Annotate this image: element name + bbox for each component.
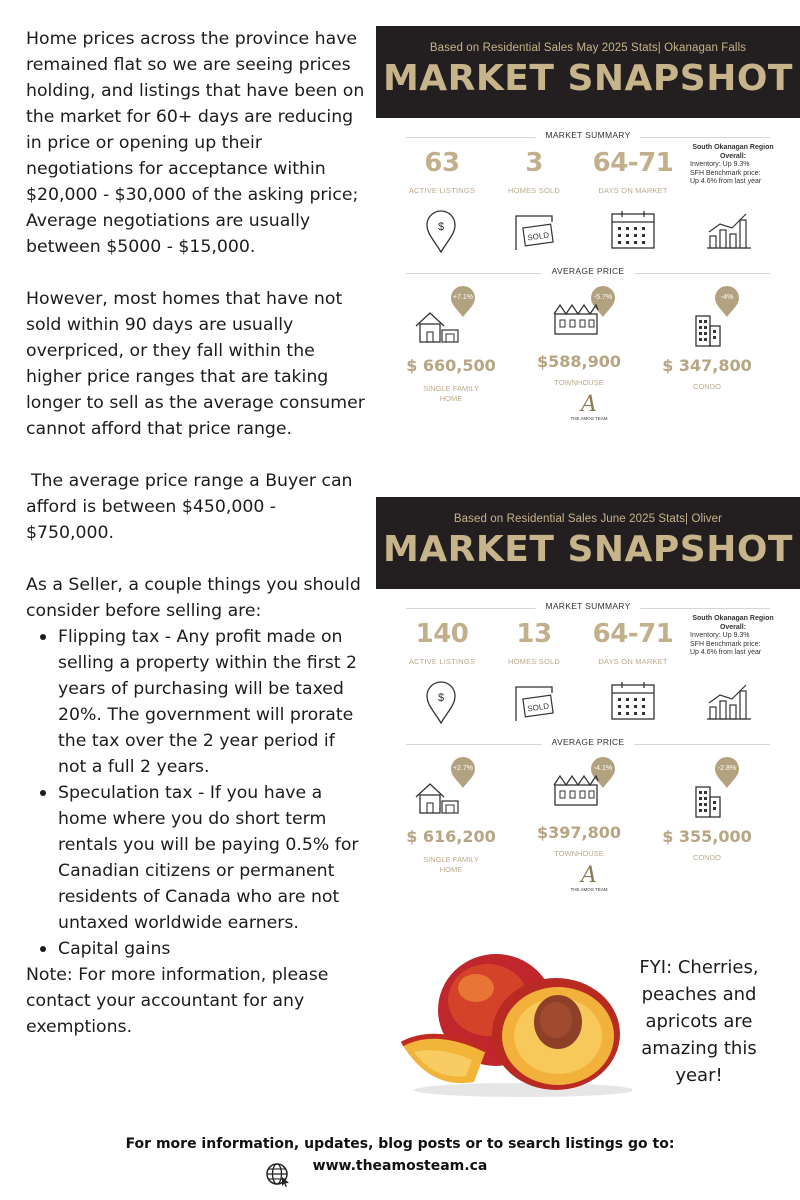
- condo-building-icon: [694, 314, 722, 348]
- snapshot-header: [376, 497, 800, 589]
- summary-icons: [376, 681, 800, 737]
- snapshot-subtitle: Based on Residential Sales June 2025 Stats| Oliver: [453, 513, 723, 525]
- homes-sold-label: HOMES SOLD: [507, 657, 560, 666]
- market-summary-label: MARKET SUMMARY: [535, 130, 640, 140]
- article-text: [26, 26, 366, 1040]
- stat-days-on-market: [588, 148, 678, 195]
- average-price-row: [376, 280, 800, 421]
- website-link[interactable]: www.theamosteam.ca: [312, 1158, 488, 1174]
- th-change: -5.7%: [593, 294, 613, 301]
- sfh-change: +2.7%: [452, 765, 474, 772]
- region-change: Up 4.6% from last year: [690, 649, 762, 656]
- fyi-note: FYI: Cherries, peaches and apricots are amazing this year!: [639, 957, 759, 1086]
- footer-info: For more information, updates, blog posts or to search listings go to:: [125, 1136, 675, 1152]
- stat-days-on-market: [588, 619, 678, 666]
- th-price: $397,800: [536, 823, 621, 842]
- stat-homes-sold: [498, 619, 570, 666]
- th-change: -4.1%: [593, 765, 613, 772]
- region-inventory: Inventory: Up 9.3%: [690, 161, 750, 168]
- amos-team-logo: A THE AMOS TEAM: [570, 863, 608, 892]
- sfh-change: +7.1%: [452, 294, 474, 301]
- days-on-market-value: 64-71: [592, 619, 674, 649]
- summary-stats: [376, 615, 800, 681]
- market-snapshot-oliver: [376, 497, 800, 892]
- th-label: TOWNHOUSE: [554, 378, 604, 387]
- market-summary-label: MARKET SUMMARY: [535, 601, 640, 611]
- region-change: Up 4.6% from last year: [690, 178, 762, 185]
- average-price-divider: [406, 737, 770, 751]
- svg-text:SOLD: SOLD: [526, 701, 550, 714]
- amos-team-logo: A THE AMOS TEAM: [570, 392, 608, 421]
- paragraph-note: Note: For more information, please contact your accountant for any exemptions.: [26, 965, 329, 1037]
- location-price-icon: [424, 681, 458, 725]
- condo-change: -4%: [720, 294, 734, 301]
- region-benchmark: SFH Benchmark price:: [690, 169, 761, 177]
- th-price: $588,900: [536, 352, 621, 371]
- region-note: [690, 615, 790, 658]
- condo-price: $ 347,800: [662, 356, 752, 375]
- stat-homes-sold: [498, 148, 570, 195]
- region-benchmark: SFH Benchmark price:: [690, 640, 761, 648]
- region-title: South Okanagan Region Overall:: [692, 144, 774, 160]
- average-price-row: [376, 751, 800, 892]
- sfh-price: $ 660,500: [406, 356, 496, 375]
- days-on-market-label: DAYS ON MARKET: [598, 186, 668, 195]
- active-listings-label: ACTIVE LISTINGS: [408, 657, 476, 666]
- region-title: South Okanagan Region Overall:: [692, 615, 774, 631]
- region-note: [690, 144, 790, 187]
- sfh-price: $ 616,200: [406, 827, 496, 846]
- region-inventory: Inventory: Up 9.3%: [690, 632, 750, 639]
- location-price-icon: [424, 210, 458, 254]
- list-item: Flipping tax - Any profit made on selling a property within the first 2 years of purchasing will be taxed 20%. The government will prorate the tax over the 2 year period if not a full 2 years.: [58, 624, 366, 780]
- active-listings-value: 140: [415, 619, 469, 649]
- house-icon: [414, 310, 462, 344]
- snapshot-subtitle: Based on Residential Sales May 2025 Stats| Okanagan Falls: [429, 42, 747, 54]
- stat-active-listings: [404, 619, 480, 666]
- calendar-icon: [610, 681, 656, 721]
- sold-sign-icon: [512, 210, 556, 252]
- days-on-market-label: DAYS ON MARKET: [598, 657, 668, 666]
- growth-chart-icon: [706, 681, 752, 721]
- days-on-market-value: 64-71: [592, 148, 674, 178]
- active-listings-value: 63: [424, 148, 460, 178]
- sfh-label: SINGLE FAMILY HOME: [423, 384, 479, 403]
- list-item: Capital gains: [58, 936, 366, 962]
- average-price-label: AVERAGE PRICE: [542, 266, 635, 276]
- condo-price: $ 355,000: [662, 827, 752, 846]
- townhouse-icon: [552, 302, 600, 338]
- svg-text:SOLD: SOLD: [526, 230, 550, 243]
- th-label: TOWNHOUSE: [554, 849, 604, 858]
- snapshot-title: MARKET SNAPSHOT: [382, 529, 793, 570]
- market-snapshot-okanagan-falls: [376, 26, 800, 421]
- list-item: Speculation tax - If you have a home where you do short term rentals you will be paying 0.5% for Canadian citizens or permanent residents of Canada who are not untaxed worldwide earners.: [58, 780, 366, 936]
- average-price-label: AVERAGE PRICE: [542, 737, 635, 747]
- condo-building-icon: [694, 785, 722, 819]
- condo-label: CONDO: [693, 853, 721, 862]
- sold-sign-icon: [512, 681, 556, 723]
- condo-label: CONDO: [693, 382, 721, 391]
- paragraph-overpriced: However, most homes that have not sold within 90 days are usually overpriced, or they fall within the higher price ranges that are taking longer to sell as the average consumer cannot afford that price range.: [26, 289, 365, 439]
- townhouse-icon: [552, 773, 600, 809]
- market-summary-divider: [406, 601, 770, 615]
- condo-change: -2.8%: [717, 765, 737, 772]
- paragraph-buyer-range: The average price range a Buyer can afford is between $450,000 - $750,000.: [26, 471, 353, 543]
- summary-icons: [376, 210, 800, 266]
- house-icon: [414, 781, 462, 815]
- stat-active-listings: [404, 148, 480, 195]
- homes-sold-value: 13: [516, 619, 552, 649]
- svg-text:$: $: [437, 221, 445, 233]
- homes-sold-label: HOMES SOLD: [507, 186, 560, 195]
- market-summary-divider: [406, 130, 770, 144]
- homes-sold-value: 3: [525, 148, 543, 178]
- snapshot-title: MARKET SNAPSHOT: [382, 58, 793, 99]
- calendar-icon: [610, 210, 656, 250]
- svg-text:$: $: [437, 692, 445, 704]
- growth-chart-icon: [706, 210, 752, 250]
- peaches-photo: [396, 940, 632, 1100]
- paragraph-market-flat: Home prices across the province have remained flat so we are seeing prices holding, and listings that have been on the market for 60+ days are reducing in price or opening up their negotiations for acceptance within $20,000 - $30,000 of the asking price; Average negotiations are usually between $5000 - $15,000.: [26, 29, 365, 257]
- summary-stats: [376, 144, 800, 210]
- seller-considerations-list: [26, 624, 366, 962]
- active-listings-label: ACTIVE LISTINGS: [408, 186, 476, 195]
- average-price-divider: [406, 266, 770, 280]
- paragraph-seller-intro: As a Seller, a couple things you should consider before selling are:: [26, 575, 361, 621]
- sfh-label: SINGLE FAMILY HOME: [423, 855, 479, 874]
- snapshot-header: [376, 26, 800, 118]
